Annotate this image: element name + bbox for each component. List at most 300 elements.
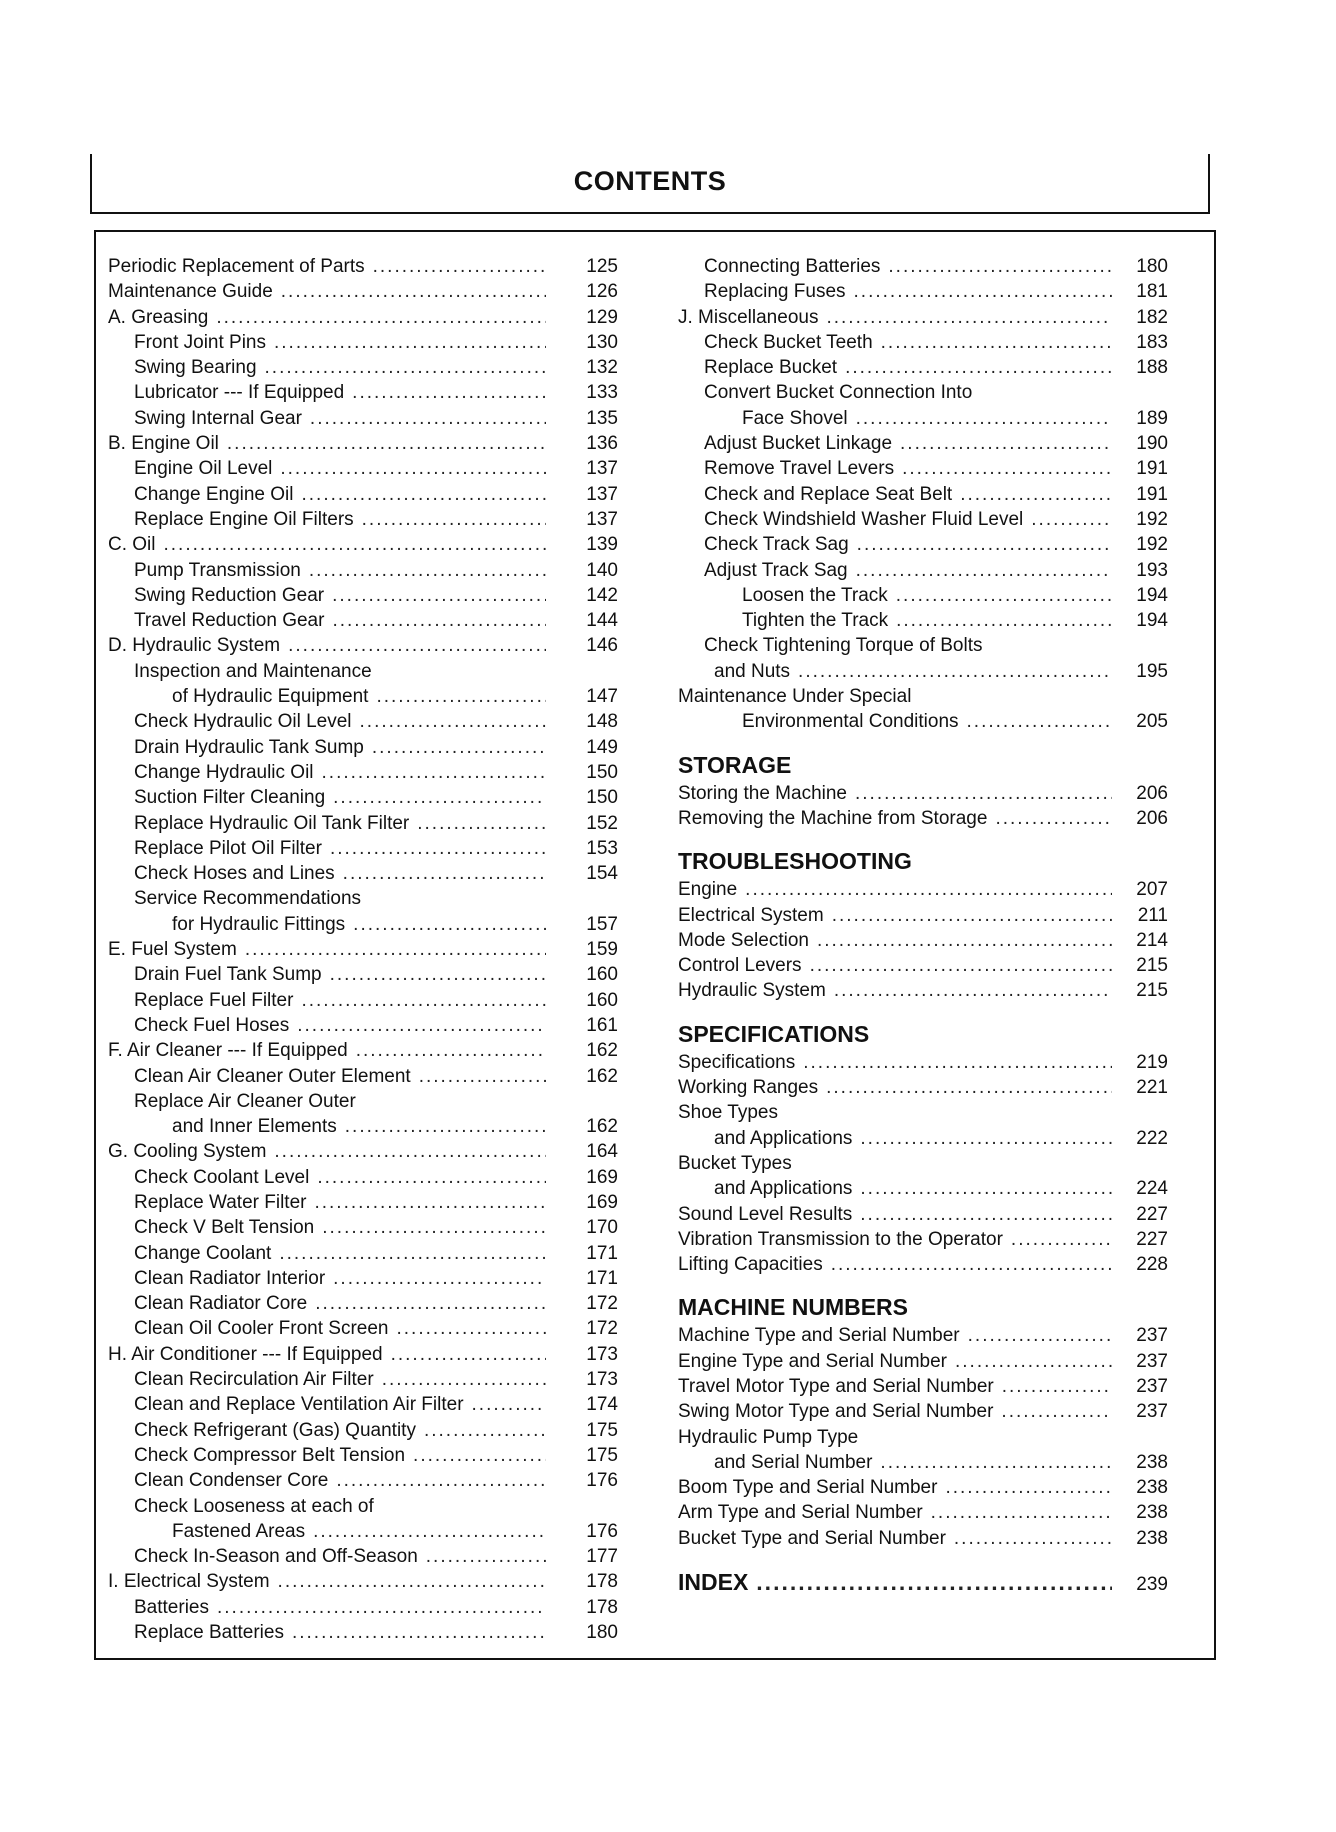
- toc-entry-title: and Nuts: [714, 660, 791, 682]
- dot-leader: [900, 431, 1112, 456]
- toc-entry-page: 180: [1136, 256, 1168, 277]
- dot-leader: [314, 1190, 546, 1215]
- toc-entry[interactable]: [678, 633, 1168, 658]
- dot-leader: [954, 1526, 1112, 1551]
- dot-leader: [860, 1202, 1112, 1227]
- toc-entry-page: 215: [1136, 955, 1168, 977]
- toc-entry-title: Periodic Replacement of Parts: [108, 256, 365, 277]
- toc-entry[interactable]: [108, 1190, 618, 1215]
- dot-leader: [322, 760, 546, 785]
- toc-entry-title: Face Shovel: [742, 407, 848, 429]
- toc-entry-page: 125: [586, 256, 618, 277]
- toc-entry-title: Check Coolant Level: [134, 1166, 310, 1188]
- toc-entry[interactable]: [108, 633, 618, 658]
- toc-entry-title: Tighten the Track: [742, 610, 889, 632]
- dot-leader: [302, 482, 547, 507]
- toc-entry[interactable]: [678, 903, 1168, 928]
- page-title: CONTENTS: [573, 166, 727, 196]
- toc-entry-title: Replace Pilot Oil Filter: [134, 837, 322, 859]
- toc-entry-page: 191: [1136, 483, 1168, 505]
- toc-entry[interactable]: [108, 355, 618, 380]
- toc-entry[interactable]: [678, 355, 1168, 380]
- contents-box: [94, 230, 1216, 1660]
- toc-entry[interactable]: [678, 254, 1168, 279]
- toc-entry-title: Working Ranges: [678, 1077, 819, 1099]
- toc-entry-title: Travel Reduction Gear: [134, 610, 325, 632]
- toc-entry[interactable]: [108, 1569, 618, 1594]
- toc-entry-title: Control Levers: [678, 955, 802, 977]
- toc-entry-page: 206: [1136, 782, 1168, 804]
- toc-entry-title: Hydraulic System: [678, 980, 826, 1002]
- dot-leader: [360, 709, 546, 734]
- toc-entry[interactable]: [108, 1342, 618, 1367]
- toc-entry[interactable]: [108, 912, 618, 937]
- toc-entry-page: 219: [1136, 1051, 1168, 1073]
- toc-entry-page: 175: [586, 1444, 618, 1466]
- dot-leader: [860, 1126, 1112, 1151]
- toc-entry-page: 194: [1136, 610, 1168, 632]
- toc-entry[interactable]: [108, 1241, 618, 1266]
- toc-entry-page: 239: [1136, 1574, 1168, 1596]
- toc-entry-title: Clean Air Cleaner Outer Element: [134, 1065, 411, 1087]
- toc-entry[interactable]: [108, 380, 618, 405]
- toc-entry[interactable]: [678, 928, 1168, 953]
- toc-entry[interactable]: [108, 886, 618, 911]
- toc-entry-page: 211: [1137, 904, 1168, 926]
- toc-entry[interactable]: [108, 1038, 618, 1063]
- dot-leader: [332, 583, 546, 608]
- toc-entry[interactable]: [108, 659, 618, 684]
- toc-entry-title: Removing the Machine from Storage: [678, 807, 988, 829]
- toc-entry[interactable]: [678, 608, 1168, 633]
- toc-entry-page: 180: [586, 1622, 618, 1644]
- toc-entry[interactable]: [678, 1176, 1168, 1201]
- dot-leader: [831, 1252, 1112, 1277]
- dot-leader: [803, 1050, 1112, 1075]
- toc-entry[interactable]: [108, 456, 618, 481]
- dot-leader: [881, 330, 1112, 355]
- dot-leader: [945, 1475, 1112, 1500]
- dot-leader: [826, 305, 1112, 330]
- toc-entry[interactable]: [108, 937, 618, 962]
- toc-entry-title: Check and Replace Seat Belt: [704, 483, 953, 505]
- toc-entry[interactable]: [678, 1399, 1168, 1424]
- toc-entry[interactable]: [678, 1075, 1168, 1100]
- toc-entry[interactable]: [108, 1519, 618, 1544]
- toc-entry[interactable]: [108, 431, 618, 456]
- dot-leader: [1011, 1227, 1112, 1252]
- toc-entry[interactable]: [108, 558, 618, 583]
- toc-entry-page: 238: [1136, 1502, 1168, 1524]
- toc-entry-title: Shoe Types: [678, 1102, 779, 1124]
- toc-entry[interactable]: [678, 659, 1168, 684]
- toc-entry-title: Change Hydraulic Oil: [134, 761, 314, 783]
- toc-entry-page: 194: [1136, 584, 1168, 606]
- toc-entry[interactable]: [108, 1418, 618, 1443]
- toc-entry[interactable]: [108, 760, 618, 785]
- toc-entry[interactable]: [108, 1215, 618, 1240]
- toc-entry-page: 161: [586, 1014, 618, 1036]
- toc-entry[interactable]: [108, 1620, 618, 1645]
- toc-entry-title: Swing Internal Gear: [134, 407, 302, 429]
- toc-entry[interactable]: [108, 811, 618, 836]
- toc-entry-title: Adjust Track Sag: [704, 559, 848, 581]
- dot-leader: [301, 988, 546, 1013]
- dot-leader: [888, 254, 1112, 279]
- toc-entry[interactable]: [108, 988, 618, 1013]
- toc-entry-page: 175: [586, 1419, 618, 1441]
- dot-leader: [217, 1595, 546, 1620]
- toc-entry[interactable]: [108, 305, 618, 330]
- toc-entry-title: and Serial Number: [714, 1451, 873, 1473]
- toc-entry[interactable]: [678, 380, 1168, 405]
- toc-entry[interactable]: [678, 953, 1168, 978]
- toc-entry[interactable]: [678, 1323, 1168, 1348]
- dot-leader: [281, 279, 546, 304]
- dot-leader: [860, 1176, 1112, 1201]
- dot-leader: [309, 558, 546, 583]
- dot-leader: [373, 254, 546, 279]
- toc-entry-title: Convert Bucket Connection Into: [704, 382, 973, 404]
- toc-entry[interactable]: [108, 684, 618, 709]
- dot-leader: [279, 1241, 546, 1266]
- section-heading: TROUBLESHOOTING: [678, 848, 912, 875]
- toc-entry[interactable]: [108, 1595, 618, 1620]
- toc-entry-page: 192: [1136, 534, 1168, 556]
- toc-entry[interactable]: [108, 532, 618, 557]
- toc-entry[interactable]: [108, 1544, 618, 1569]
- toc-entry-title: Service Recommendations: [134, 888, 362, 910]
- toc-entry-page: 133: [586, 382, 618, 404]
- toc-entry-title: F. Air Cleaner --- If Equipped: [108, 1040, 348, 1062]
- toc-entry-title: Clean Radiator Core: [134, 1293, 308, 1315]
- toc-entry[interactable]: [678, 1425, 1168, 1450]
- toc-entry-title: Sound Level Results: [678, 1203, 853, 1225]
- toc-entry[interactable]: [678, 978, 1168, 1003]
- toc-entry-title: D. Hydraulic System: [108, 635, 281, 657]
- toc-entry[interactable]: [678, 279, 1168, 304]
- toc-entry-page: 162: [586, 1116, 618, 1138]
- toc-entry-title: Clean Recirculation Air Filter: [134, 1369, 374, 1391]
- toc-entry-page: 224: [1136, 1178, 1168, 1200]
- toc-entry-page: 130: [586, 331, 618, 353]
- toc-entry[interactable]: [678, 1374, 1168, 1399]
- toc-entry[interactable]: [108, 709, 618, 734]
- toc-entry[interactable]: [108, 1367, 618, 1392]
- toc-entry-page: 150: [586, 787, 618, 809]
- dot-leader: [845, 355, 1112, 380]
- toc-entry-title: Check Hoses and Lines: [134, 863, 335, 885]
- dot-leader: [274, 1139, 546, 1164]
- toc-entry[interactable]: [108, 507, 618, 532]
- toc-entry-title: and Inner Elements: [172, 1116, 337, 1138]
- toc-entry-page: 206: [1136, 807, 1168, 829]
- dot-leader: [227, 431, 546, 456]
- toc-entry-page: 174: [586, 1394, 618, 1416]
- toc-entry[interactable]: [678, 1500, 1168, 1525]
- toc-entry-page: 169: [586, 1166, 618, 1188]
- toc-entry[interactable]: [108, 1013, 618, 1038]
- toc-entry-page: 221: [1136, 1077, 1168, 1099]
- toc-entry[interactable]: [678, 709, 1168, 734]
- toc-entry[interactable]: [108, 583, 618, 608]
- toc-entry[interactable]: [108, 1114, 618, 1139]
- toc-entry-page: 160: [586, 989, 618, 1011]
- dot-leader: [834, 978, 1112, 1003]
- toc-entry[interactable]: [108, 785, 618, 810]
- dot-leader: [376, 684, 546, 709]
- toc-entry-title: Replace Hydraulic Oil Tank Filter: [134, 812, 410, 834]
- toc-entry-title: and Applications: [714, 1178, 853, 1200]
- toc-entry[interactable]: [678, 1151, 1168, 1176]
- section-heading: MACHINE NUMBERS: [678, 1294, 908, 1321]
- dot-leader: [280, 456, 546, 481]
- toc-entry-page: 176: [586, 1470, 618, 1492]
- toc-entry-page: 207: [1136, 879, 1168, 901]
- toc-entry-title: Inspection and Maintenance: [134, 660, 372, 682]
- toc-entry[interactable]: [678, 1050, 1168, 1075]
- toc-entry[interactable]: [678, 1252, 1168, 1277]
- toc-entry-page: 190: [1136, 433, 1168, 455]
- dot-leader: [353, 912, 546, 937]
- dot-leader: [352, 380, 546, 405]
- toc-entry[interactable]: [678, 1100, 1168, 1125]
- dot-leader: [372, 735, 546, 760]
- toc-entry-title: Engine Type and Serial Number: [678, 1350, 947, 1372]
- toc-entry[interactable]: [108, 1392, 618, 1417]
- toc-entry[interactable]: [108, 861, 618, 886]
- toc-entry-page: 159: [586, 939, 618, 961]
- dot-leader: [356, 1038, 546, 1063]
- toc-entry-title: Machine Type and Serial Number: [678, 1325, 960, 1347]
- dot-leader: [896, 583, 1112, 608]
- toc-entry[interactable]: [678, 806, 1168, 831]
- dot-leader: [313, 1519, 546, 1544]
- dot-leader: [968, 1323, 1112, 1348]
- toc-entry-title: Pump Transmission: [134, 559, 301, 581]
- toc-entry-title: A. Greasing: [108, 306, 209, 328]
- toc-entry[interactable]: [678, 1349, 1168, 1374]
- toc-entry-page: 237: [1136, 1325, 1168, 1347]
- toc-entry[interactable]: [678, 1126, 1168, 1151]
- dot-leader: [317, 1165, 546, 1190]
- toc-entry[interactable]: [108, 1089, 618, 1114]
- toc-entry-title: Swing Bearing: [134, 357, 257, 379]
- toc-entry-page: 169: [586, 1191, 618, 1213]
- dot-leader: [343, 861, 546, 886]
- toc-entry-title: Clean Condenser Core: [134, 1470, 329, 1492]
- toc-entry-title: INDEX: [678, 1569, 749, 1596]
- toc-entry-title: Adjust Bucket Linkage: [704, 433, 893, 455]
- dot-leader: [854, 279, 1112, 304]
- toc-entry-title: Swing Reduction Gear: [134, 584, 325, 606]
- toc-entry-page: 176: [586, 1520, 618, 1542]
- toc-entry[interactable]: [108, 608, 618, 633]
- toc-entry[interactable]: [108, 1291, 618, 1316]
- toc-entry-page: 171: [586, 1267, 618, 1289]
- toc-entry-page: 153: [586, 837, 618, 859]
- toc-entry[interactable]: [678, 532, 1168, 557]
- toc-entry-page: 238: [1136, 1477, 1168, 1499]
- toc-entry[interactable]: [108, 1316, 618, 1341]
- toc-entry[interactable]: [108, 1165, 618, 1190]
- toc-entry-page: 162: [586, 1065, 618, 1087]
- dot-leader: [333, 1266, 546, 1291]
- toc-entry-page: 189: [1136, 407, 1168, 429]
- dot-leader: [1031, 507, 1112, 532]
- toc-entry[interactable]: [678, 877, 1168, 902]
- toc-entry[interactable]: [678, 558, 1168, 583]
- toc-entry-page: 173: [586, 1369, 618, 1391]
- dot-leader: [345, 1114, 546, 1139]
- toc-entry[interactable]: [108, 1266, 618, 1291]
- toc-entry[interactable]: [678, 1450, 1168, 1475]
- dot-leader: [397, 1316, 547, 1341]
- toc-entry[interactable]: [678, 482, 1168, 507]
- toc-entry[interactable]: [678, 305, 1168, 330]
- toc-entry-title: Engine Oil Level: [134, 458, 273, 480]
- toc-entry[interactable]: [108, 1494, 618, 1519]
- toc-entry[interactable]: [108, 330, 618, 355]
- dot-leader: [1002, 1374, 1112, 1399]
- dot-leader: [931, 1500, 1112, 1525]
- toc-entry-page: 126: [586, 281, 618, 303]
- toc-entry-page: 139: [586, 534, 618, 556]
- toc-entry-title: Engine: [678, 879, 738, 901]
- toc-entry-title: Mode Selection: [678, 929, 809, 951]
- dot-leader: [274, 330, 546, 355]
- toc-entry-page: 164: [586, 1141, 618, 1163]
- toc-entry[interactable]: [108, 279, 618, 304]
- toc-entry[interactable]: [678, 1526, 1168, 1551]
- toc-entry[interactable]: [108, 406, 618, 431]
- dot-leader: [382, 1367, 546, 1392]
- toc-entry-page: 183: [1136, 331, 1168, 353]
- toc-entry-page: 152: [586, 812, 618, 834]
- dot-leader: [332, 608, 546, 633]
- dot-leader: [902, 456, 1112, 481]
- toc-entry-page: 228: [1136, 1254, 1168, 1276]
- dot-leader: [265, 355, 546, 380]
- toc-entry-title: Check Tightening Torque of Bolts: [704, 635, 983, 657]
- toc-entry-page: 142: [586, 584, 618, 606]
- toc-entry-title: Remove Travel Levers: [704, 458, 895, 480]
- toc-entry-page: 154: [586, 863, 618, 885]
- toc-entry[interactable]: [108, 1468, 618, 1493]
- toc-entry-title: Maintenance Under Special: [678, 686, 912, 708]
- dot-leader: [472, 1392, 546, 1417]
- toc-entry-page: 237: [1136, 1401, 1168, 1423]
- toc-entry[interactable]: [678, 330, 1168, 355]
- dot-leader: [297, 1013, 546, 1038]
- toc-entry[interactable]: [108, 254, 618, 279]
- dot-leader: [278, 1569, 546, 1594]
- toc-entry-title: and Applications: [714, 1127, 853, 1149]
- toc-entry-page: 172: [586, 1293, 618, 1315]
- toc-entry[interactable]: [678, 406, 1168, 431]
- dot-leader: [315, 1291, 546, 1316]
- toc-entry[interactable]: [108, 1443, 618, 1468]
- dot-leader: [967, 709, 1112, 734]
- toc-entry-title: Replace Water Filter: [134, 1191, 307, 1213]
- toc-entry[interactable]: [108, 482, 618, 507]
- toc-entry-page: 182: [1136, 306, 1168, 328]
- toc-entry[interactable]: [678, 684, 1168, 709]
- dot-leader: [896, 608, 1112, 633]
- toc-entry[interactable]: [678, 431, 1168, 456]
- toc-entry[interactable]: [678, 1202, 1168, 1227]
- toc-entry-title: I. Electrical System: [108, 1571, 270, 1593]
- contents-column-left: [108, 254, 618, 1645]
- toc-entry-title: Suction Filter Cleaning: [134, 787, 326, 809]
- dot-leader: [310, 406, 546, 431]
- dot-leader: [288, 633, 546, 658]
- toc-entry[interactable]: [678, 583, 1168, 608]
- toc-entry-title: Hydraulic Pump Type: [678, 1426, 859, 1448]
- dot-leader: [756, 1565, 1112, 1599]
- toc-entry[interactable]: [678, 781, 1168, 806]
- toc-entry-title: H. Air Conditioner --- If Equipped: [108, 1343, 383, 1365]
- toc-entry-page: 132: [586, 357, 618, 379]
- toc-entry-page: 181: [1136, 281, 1168, 303]
- toc-entry[interactable]: [108, 1139, 618, 1164]
- toc-entry-title: Vibration Transmission to the Operator: [678, 1228, 1003, 1250]
- toc-entry-page: 148: [586, 711, 618, 733]
- toc-entry-title: Replace Bucket: [704, 357, 838, 379]
- toc-entry[interactable]: [678, 1227, 1168, 1252]
- toc-entry-page: 193: [1136, 559, 1168, 581]
- toc-entry[interactable]: [108, 962, 618, 987]
- toc-entry-page: 137: [586, 458, 618, 480]
- toc-entry-title: Front Joint Pins: [134, 331, 266, 353]
- dot-leader: [995, 806, 1112, 831]
- dot-leader: [798, 659, 1112, 684]
- toc-entry-title: Check Refrigerant (Gas) Quantity: [134, 1419, 416, 1441]
- toc-entry-title: Check Looseness at each of: [134, 1495, 374, 1517]
- toc-entry-page: 227: [1136, 1203, 1168, 1225]
- toc-entry[interactable]: [678, 1475, 1168, 1500]
- toc-entry-page: 188: [1136, 357, 1168, 379]
- toc-entry-page: 136: [586, 433, 618, 455]
- toc-entry-page: 149: [586, 736, 618, 758]
- toc-entry[interactable]: [108, 836, 618, 861]
- toc-entry[interactable]: [108, 1064, 618, 1089]
- toc-entry-title: Check Hydraulic Oil Level: [134, 711, 352, 733]
- toc-entry-title: Batteries: [134, 1596, 209, 1618]
- dot-leader: [1001, 1399, 1112, 1424]
- toc-entry-title: of Hydraulic Equipment: [172, 686, 369, 708]
- toc-entry-title: Bucket Types: [678, 1152, 792, 1174]
- toc-entry-page: 137: [586, 483, 618, 505]
- index-entry[interactable]: [678, 1565, 1168, 1599]
- dot-leader: [322, 1215, 546, 1240]
- toc-entry-page: 146: [586, 635, 618, 657]
- toc-entry[interactable]: [678, 507, 1168, 532]
- toc-entry-page: 135: [586, 407, 618, 429]
- toc-entry[interactable]: [108, 735, 618, 760]
- toc-entry[interactable]: [678, 456, 1168, 481]
- dot-leader: [426, 1544, 546, 1569]
- toc-entry-title: Check Bucket Teeth: [704, 331, 873, 353]
- toc-entry-title: Check Track Sag: [704, 534, 849, 556]
- toc-entry-title: Change Coolant: [134, 1242, 272, 1264]
- toc-entry-title: G. Cooling System: [108, 1141, 267, 1163]
- toc-entry-title: Check Compressor Belt Tension: [134, 1444, 406, 1466]
- dot-leader: [880, 1450, 1112, 1475]
- toc-entry-title: Lifting Capacities: [678, 1254, 823, 1276]
- toc-entry-title: B. Engine Oil: [108, 433, 219, 455]
- dot-leader: [419, 1064, 546, 1089]
